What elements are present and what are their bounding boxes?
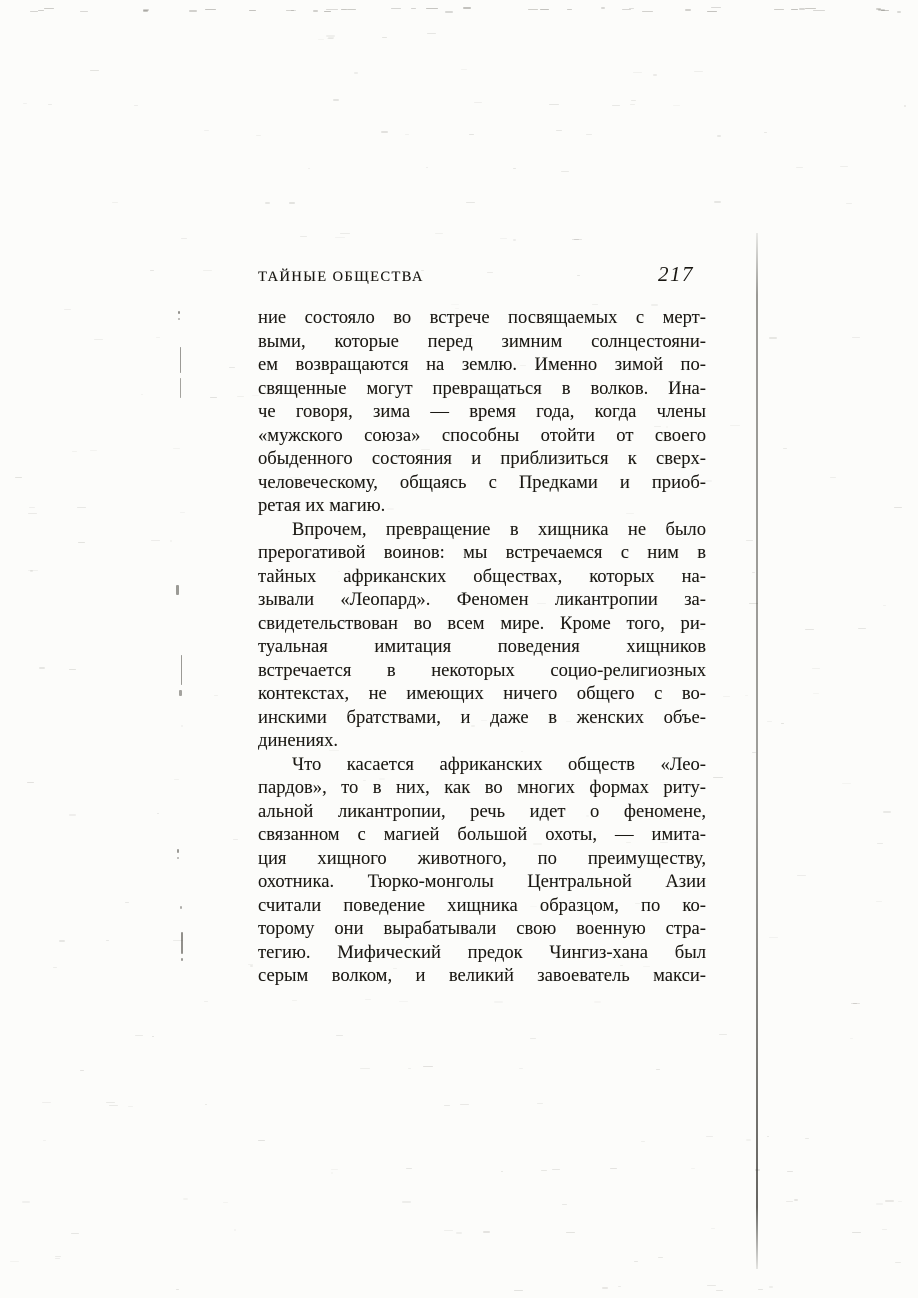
text-line: тайных африканских обществах, которых на- [258,565,706,587]
text-line: ретая их магию. [258,495,386,516]
text-line: ние состояло во встрече посвящаемых с мерт- [258,307,706,328]
paragraph [258,753,706,988]
text-line: прерогативой воинов: мы встречаемся с ним в [258,542,706,563]
text-line: считали поведение хищника образцом, по ко- [258,894,706,916]
text-line: Что касается африканских обществ «Лео- [292,753,706,775]
text-line: тегию. Мифический предок Чингиз-хана был [258,941,706,963]
page-text-block [258,306,706,988]
scan-gutter-mark [181,932,183,954]
scan-gutter-mark [180,378,181,398]
text-line: человеческому, общаясь с Предками и приоб- [258,471,706,493]
scan-gutter-mark [180,906,182,909]
running-header-title: ТАЙНЫЕ ОБЩЕСТВА [258,269,424,285]
scan-gutter-mark [180,347,181,373]
text-line: туальная имитация поведения хищников [258,636,706,657]
scan-gutter-mark [177,857,179,859]
text-line: ция хищного животного, по преимуществу, [258,847,706,869]
page-number: 217 [658,262,694,286]
text-line: свидетельствован во всем мире. Кроме того, ри- [258,612,706,634]
scan-gutter-mark [178,318,180,320]
scan-gutter-mark [177,849,179,853]
paragraph [258,518,706,753]
text-line: зывали «Леопард». Феномен ликантропии за- [258,589,706,610]
paragraph [258,306,706,518]
text-line: выми, которые перед зимним солнцестояни- [258,330,706,352]
scan-gutter-mark [181,655,182,685]
text-line: пардов», то в них, как во многих формах риту- [258,777,706,798]
text-line: торому они вырабатывали свою военную стра- [258,918,706,939]
scan-gutter-mark [181,958,183,961]
text-line: Впрочем, превращение в хищника не было [292,518,706,540]
text-line: обыденного состояния и приблизиться к сверх- [258,448,706,469]
page-edge-line [756,233,758,1269]
text-line: охотника. Тюрко-монголы Центральной Азии [258,871,706,892]
text-line: серым волком, и великий завоеватель макси- [258,965,706,986]
text-line: контекстах, не имеющих ничего общего с во- [258,683,706,704]
text-line: альной ликантропии, речь идет о феномене, [258,800,706,822]
text-line: священные могут превращаться в волков. Ина- [258,377,706,399]
text-line: динениях. [258,730,339,751]
scan-gutter-mark [179,690,182,696]
text-line: связанном с магией большой охоты, — имита- [258,824,706,845]
text-line: инскими братствами, и даже в женских объе- [258,706,706,728]
scan-gutter-mark [176,585,179,595]
scan-gutter-mark [178,311,180,314]
running-header [258,262,706,287]
text-line: ем возвращаются на землю. Именно зимой по- [258,354,706,375]
text-line: встречается в некоторых социо-религиозных [258,659,706,681]
text-line: че говоря, зима — время года, когда члены [258,401,706,422]
text-line: «мужского союза» способны отойти от своего [258,424,706,446]
